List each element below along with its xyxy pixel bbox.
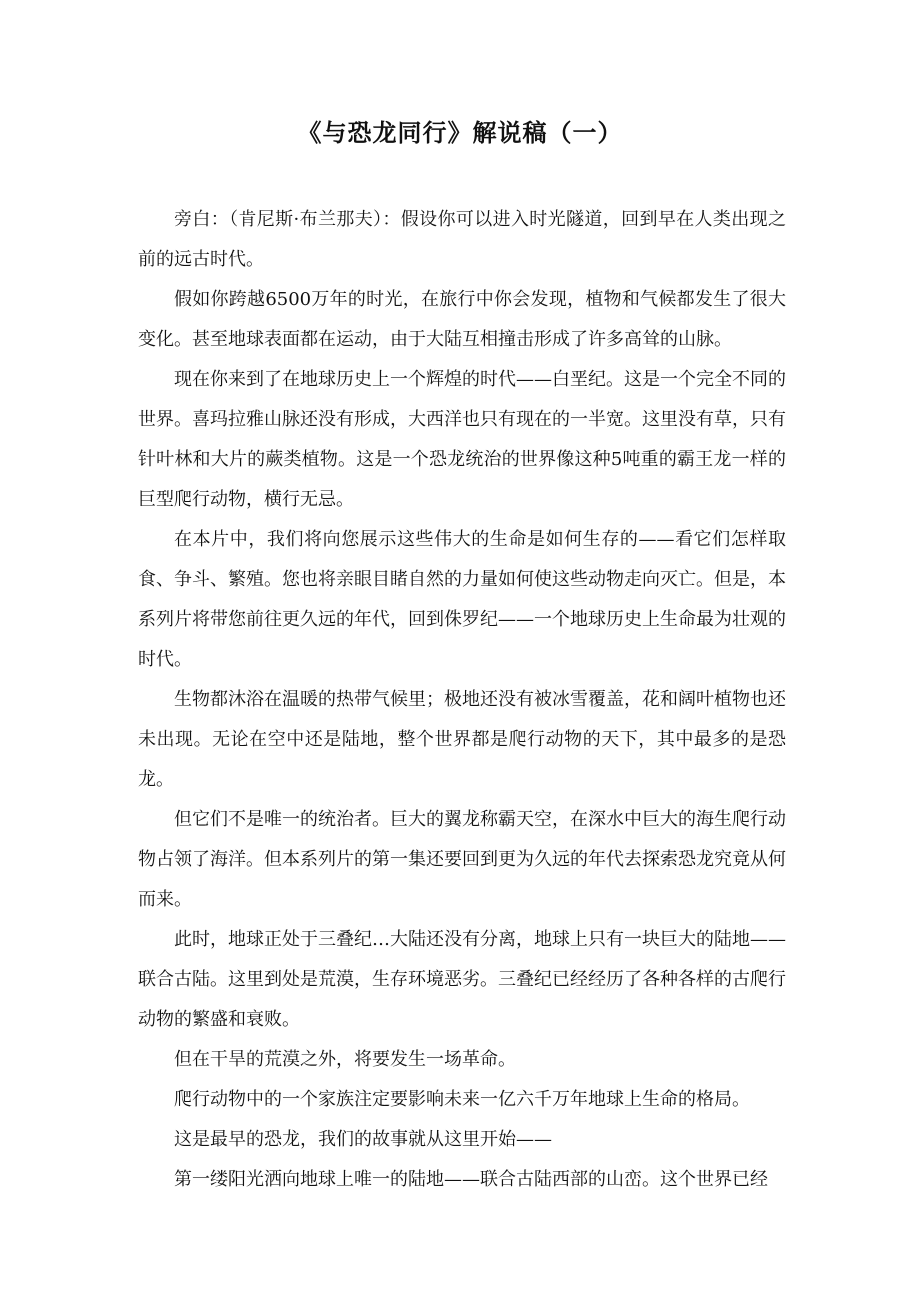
- document-body: [138, 200, 786, 1200]
- paragraph: 爬行动物中的一个家族注定要影响未来一亿六千万年地球上生命的格局。: [174, 1089, 750, 1110]
- paragraph: 在本片中，我们将向您展示这些伟大的生命是如何生存的——看它们怎样取食、争斗、繁殖。您也将亲眼目睹自然的力量如何使这些动物走向灭亡。但是，本系列片将带您前往更久远的年代，回到侏罗纪——一个地球历史上生命最为壮观的时代。: [138, 529, 786, 670]
- paragraph: 假如你跨越6500万年的时光，在旅行中你会发现，植物和气候都发生了很大变化。甚至地球表面都在运动，由于大陆互相撞击形成了许多高耸的山脉。: [138, 289, 786, 350]
- document-title: 《与恐龙同行》解说稿（一）: [297, 118, 623, 147]
- paragraph: 此时，地球正处于三叠纪…大陆还没有分离，地球上只有一块巨大的陆地——联合古陆。这里到处是荒漠，生存环境恶劣。三叠纪已经经历了各种各样的古爬行动物的繁盛和衰败。: [138, 929, 786, 1030]
- paragraph: 第一缕阳光洒向地球上唯一的陆地——联合古陆西部的山峦。这个世界已经: [174, 1169, 768, 1190]
- paragraph: 旁白：（肯尼斯·布兰那夫）：假设你可以进入时光隧道，回到早在人类出现之前的远古时代。: [138, 209, 786, 270]
- paragraph: 但它们不是唯一的统治者。巨大的翼龙称霸天空，在深水中巨大的海生爬行动物占领了海洋。但本系列片的第一集还要回到更为久远的年代去探索恐龙究竟从何而来。: [138, 809, 786, 910]
- paragraph: 现在你来到了在地球历史上一个辉煌的时代——白垩纪。这是一个完全不同的世界。喜玛拉雅山脉还没有形成，大西洋也只有现在的一半宽。这里没有草，只有针叶林和大片的蕨类植物。这是一个恐龙统治的世界像这种5吨重的霸王龙一样的巨型爬行动物，横行无忌。: [138, 369, 786, 510]
- paragraph: 这是最早的恐龙，我们的故事就从这里开始——: [174, 1129, 552, 1150]
- paragraph: 生物都沐浴在温暖的热带气候里；极地还没有被冰雪覆盖，花和阔叶植物也还未出现。无论在空中还是陆地，整个世界都是爬行动物的天下，其中最多的是恐龙。: [138, 689, 786, 790]
- paragraph: 但在干旱的荒漠之外，将要发生一场革命。: [174, 1049, 516, 1070]
